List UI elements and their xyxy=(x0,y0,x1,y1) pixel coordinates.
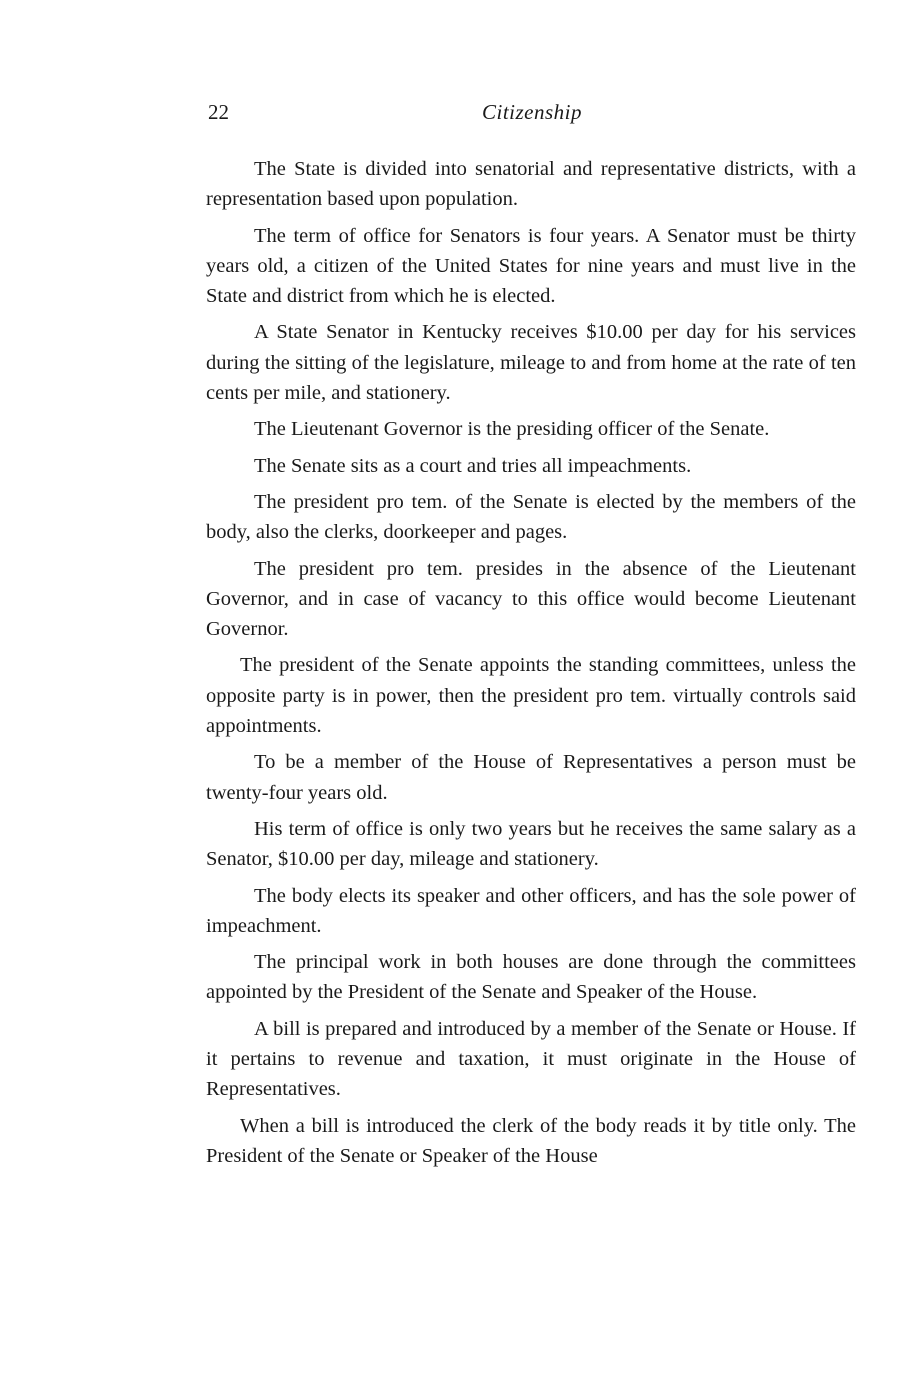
page-number: 22 xyxy=(208,100,229,124)
paragraph-house-term: His term of office is only two years but he receives the same salary as a Senator, $10.00 per day, mileage and stationery. xyxy=(206,817,856,871)
paragraph-pro-tem-presides: The president pro tem. presides in the absence of the Lieutenant Governor, and in case of vacancy to this office would become Lieutenant Governor. xyxy=(206,557,856,641)
paragraph-lieutenant-governor: The Lieutenant Governor is the presiding officer of the Senate. xyxy=(254,418,770,441)
paragraph-house-member-age: To be a member of the House of Representatives a person must be twenty-four years old. xyxy=(206,751,856,804)
paragraph-committee-work: The principal work in both houses are done through the committees appointed by the President of the Senate and Speaker of the House. xyxy=(206,951,856,1004)
paragraph-speaker: The body elects its speaker and other officers, and has the sole power of impeachment. xyxy=(206,884,856,937)
body-text xyxy=(206,154,856,1177)
paragraph-senator-term: The term of office for Senators is four years. A Senator must be thirty years old, a citizen of the United States for nine years and must live in the State and district from which he is elected. xyxy=(206,224,856,308)
running-title: Citizenship xyxy=(481,100,582,124)
paragraph-bill-introduced: A bill is prepared and introduced by a member of the Senate or House. If it pertains to revenue and taxation, it must originate in the House of Representatives. xyxy=(206,1017,856,1101)
paragraph-impeachment-court: The Senate sits as a court and tries all impeachments. xyxy=(254,454,692,477)
paragraph-districts: The State is divided into senatorial and representative districts, with a representation based upon population. xyxy=(206,158,856,211)
paragraph-pro-tem-election: The president pro tem. of the Senate is elected by the members of the body, also the clerks, doorkeeper and pages. xyxy=(206,490,856,544)
paragraph-senator-pay: A State Senator in Kentucky receives $10.00 per day for his services during the sitting of the legislature, mileage to and from home at the rate of ten cents per mile, and stationery. xyxy=(206,321,856,405)
paragraph-bill-reading: When a bill is introduced the clerk of the body reads it by title only. The President of the Senate or Speaker of the House xyxy=(206,1114,856,1167)
page-header xyxy=(208,96,856,128)
paragraph-standing-committees: The president of the Senate appoints the standing committees, unless the opposite party is in power, then the president pro tem. virtually controls said appointments. xyxy=(206,654,856,738)
